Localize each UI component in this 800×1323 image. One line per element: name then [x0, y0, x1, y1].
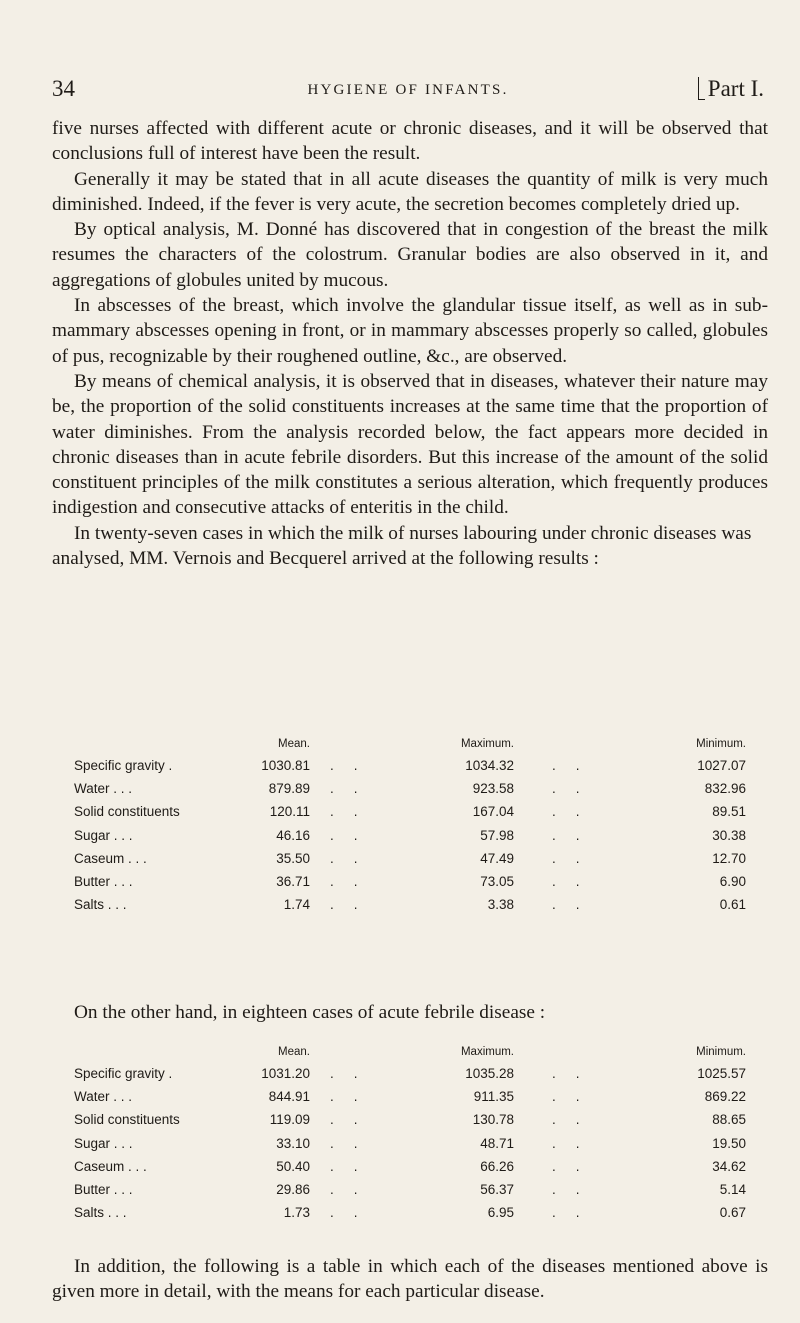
- page-number: 34: [52, 76, 75, 101]
- table-row: Sugar . . . 33.10 .. 48.71 .. 19.50: [74, 1135, 746, 1151]
- between-tables-text: On the other hand, in eighteen cases of acute febrile disease :: [74, 1002, 546, 1023]
- table-row: Sugar . . . 46.16 .. 57.98 .. 30.38: [74, 827, 746, 843]
- table-row: Caseum . . . 35.50 .. 47.49 .. 12.70: [74, 850, 746, 866]
- part-label: [698, 76, 764, 102]
- column-header-mean: Mean.: [278, 1046, 310, 1058]
- table-row: Specific gravity . 1030.81 .. 1034.32 .. 1027.07: [74, 758, 746, 773]
- paragraph: Generally it may be stated that in all acute diseases the quantity of milk is very much diminished. Indeed, if the fever is very acute, the secretion becomes completely dried up.: [52, 168, 768, 215]
- table-row: Water . . . 879.89 .. 923.58 .. 832.96: [74, 781, 746, 797]
- table-row: Solid constituents 120.11 .. 167.04 .. 89.51: [74, 804, 746, 820]
- table-row: Solid constituents 119.09 .. 130.78 .. 88.65: [74, 1112, 746, 1128]
- analysis-table-chronic: [74, 738, 754, 920]
- table-row: Salts . . . 1.74 .. 3.38 .. 0.61: [74, 897, 746, 913]
- paragraph: By optical analysis, M. Donné has discovered that in congestion of the breast the milk resumes the characters of the colostrum. Granular bodies are also observed in it, and aggregations of globules united by mucous.: [52, 219, 768, 291]
- paragraph: In abscesses of the breast, which involve the glandular tissue itself, as well as in sub-mammary abscesses opening in front, or in mammary abscesses properly so called, globules of pus, recognizable by their roughened outline, &c., are observed.: [52, 295, 768, 367]
- table-header-row: [74, 738, 754, 758]
- table-row: Water . . . 844.91 .. 911.35 .. 869.22: [74, 1089, 746, 1105]
- table-row: Specific gravity . 1031.20 .. 1035.28 .. 1025.57: [74, 1066, 746, 1081]
- closing-text: [52, 1254, 768, 1305]
- table-row: Butter . . . 29.86 .. 56.37 .. 5.14: [74, 1181, 746, 1197]
- table-row: Caseum . . . 50.40 .. 66.26 .. 34.62: [74, 1158, 746, 1174]
- table-row: Butter . . . 36.71 .. 73.05 .. 6.90: [74, 873, 746, 889]
- running-title: HYGIENE OF INFANTS.: [307, 82, 509, 98]
- bracket-mark: [698, 77, 705, 100]
- part-text: Part I.: [707, 76, 764, 101]
- column-header-max: Maximum.: [460, 1046, 514, 1058]
- column-header-min: Minimum.: [696, 738, 746, 750]
- paragraph: In twenty-seven cases in which the milk of nurses labouring under chronic diseases was analysed, MM. Vernois and Becquerel arrived at the following results :: [52, 522, 752, 570]
- paragraph: five nurses affected with different acute or chronic diseases, and it will be observed that conclusions full of interest have been the result.: [52, 118, 768, 165]
- table-header-row: [74, 1046, 754, 1066]
- paragraph: In addition, the following is a table in which each of the diseases mentioned above is given more in detail, with the means for each particular disease.: [52, 1256, 768, 1303]
- table-row: Salts . . . 1.73 .. 6.95 .. 0.67: [74, 1205, 746, 1221]
- column-header-min: Minimum.: [696, 1046, 746, 1058]
- column-header-mean: Mean.: [278, 738, 310, 750]
- column-header-max: Maximum.: [460, 738, 514, 750]
- analysis-table-acute: [74, 1046, 754, 1228]
- page-header: [52, 76, 764, 110]
- paragraph: By means of chemical analysis, it is observed that in diseases, whatever their nature may be, the proportion of the solid constituents increases at the same time that the proportion of water diminishes. From the analysis recorded below, the fact appears more decided in chronic diseases than in acute febrile disorders. But this increase of the amount of the solid constituent principles of the milk constitutes a serious alteration, which frequently produces indigestion and consecutive attacks of enteritis in the child.: [52, 370, 768, 519]
- body-text: [52, 116, 768, 571]
